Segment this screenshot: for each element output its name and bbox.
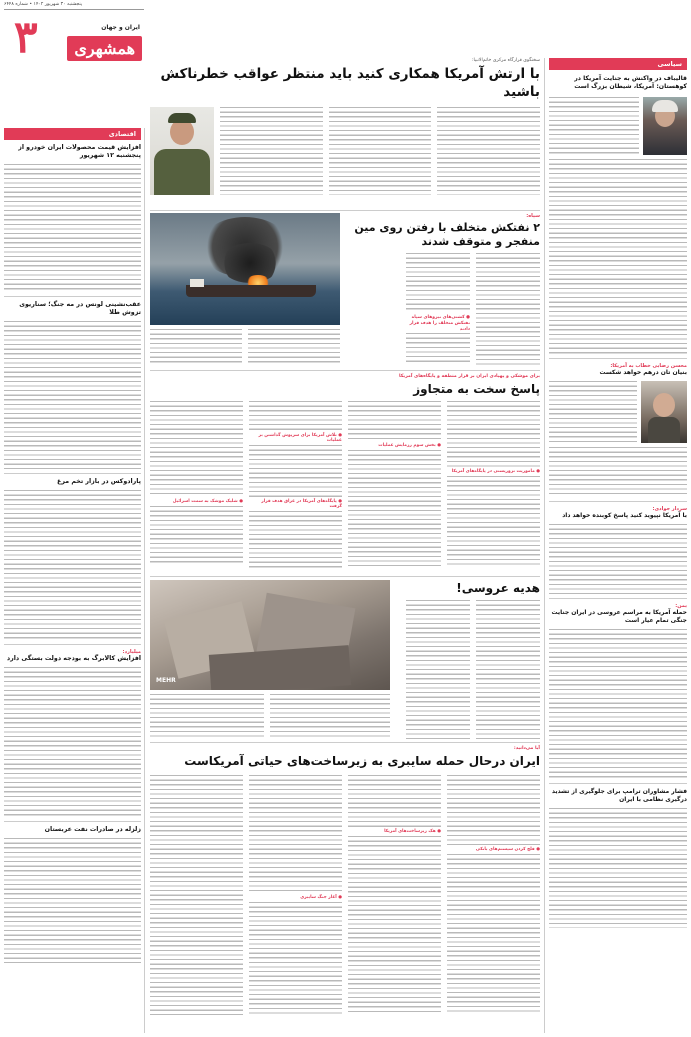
second-story-col2 xyxy=(406,253,470,313)
story3-kicker: سردار جوادی: xyxy=(652,506,687,512)
top-story-col1 xyxy=(437,107,540,195)
left-column xyxy=(4,128,141,1033)
story4-headline[interactable]: حمله آمریکا به مراسم عروسی در ایران جنایت جنگی تمام عیار است xyxy=(551,609,687,624)
story2-body xyxy=(549,381,637,443)
third-story-sub1: ● ماموریت تروریستی در پایگاه‌های آمریکا xyxy=(451,469,540,474)
second-story-col3 xyxy=(150,329,242,365)
wedding-col1 xyxy=(476,600,540,740)
right-column xyxy=(549,58,687,1033)
econ-s4-body xyxy=(4,667,141,817)
econ-s1-body xyxy=(4,164,141,292)
third-story-col1 xyxy=(447,401,540,467)
cyber-col1b xyxy=(447,854,540,1014)
section-label-politics: سیاسی xyxy=(549,58,687,70)
newspaper-logo[interactable]: همشهری xyxy=(67,36,142,61)
story1-photo xyxy=(643,97,687,155)
issue-line: پنجشنبه ۳۰ شهریور ۱۴۰۲ • شماره ۶۴۴۸ xyxy=(4,2,144,10)
third-story-col3b xyxy=(249,445,342,497)
story2-headline[interactable]: بنیان تان درهم خواهد شکست xyxy=(599,369,687,376)
second-story-kicker: سپاه: xyxy=(526,213,540,219)
wedding-col2 xyxy=(406,600,470,740)
third-story-sub2: ● بخش سوم رزمایش عملیات xyxy=(378,443,441,448)
wedding-story-headline[interactable]: هدیه عروسی! xyxy=(456,581,540,595)
wedding-story xyxy=(150,580,540,740)
story1-headline[interactable]: قالیباف در واکنش به جنایت آمریکا در کوهستان: آمریکا، شیطان بزرگ است xyxy=(574,75,687,90)
second-story-col2b xyxy=(406,333,470,365)
econ-s4-kicker: میلیارد: xyxy=(122,649,141,655)
econ-s3-body xyxy=(4,490,141,640)
top-story-kicker: سخنگوی قرارگاه مرکزی خاتم‌الانبیا: xyxy=(471,58,540,63)
third-story-sub3: ● تلاش آمریکا برای سرپوش گذاشتن بر عملیات xyxy=(258,433,342,443)
third-story-sub4: ● پایگاه‌های آمریکا در عراق هدف قرار گرفت xyxy=(261,499,342,509)
cyber-sub2: ● هک زیرساخت‌های آمریکا xyxy=(384,829,441,834)
cyber-col2b xyxy=(348,836,441,1014)
econ-s1-headline[interactable]: افزایش قیمت محصولات ایران خودرو از پنجشنبه ۱۲ شهریور xyxy=(18,144,141,159)
econ-s5-headline[interactable]: زلزله در صادرات نفت عربستان xyxy=(44,826,141,833)
third-story-col2 xyxy=(348,401,441,441)
econ-s4-headline[interactable]: افزایش کالابرگ به بودجه دولت بستگی دارد xyxy=(6,655,141,662)
top-story-col2 xyxy=(329,107,432,195)
story5-headline[interactable]: فشار مشاوران ترامپ برای جلوگیری از تشدید درگیری نظامی با ایران xyxy=(551,788,687,803)
third-story-col2b xyxy=(348,450,441,568)
third-story xyxy=(150,374,540,574)
third-story-col3 xyxy=(249,401,342,431)
econ-s2-headline[interactable]: عقب‌نشینی لونس در مه جنگ؛ سناریوی تزوش طلا xyxy=(19,301,141,316)
wedding-photo xyxy=(150,580,390,690)
section-label-economy: اقتصادی xyxy=(4,128,141,140)
wedding-col3 xyxy=(150,694,264,740)
second-story-col1 xyxy=(476,253,540,365)
third-story-col4 xyxy=(150,401,243,497)
second-story xyxy=(150,213,540,368)
third-story-kicker: برای موشکی و پهپادی ایران بر قرار منطقه و پایگاه‌های آمریکا xyxy=(399,374,540,379)
third-story-col4b xyxy=(150,506,243,566)
photo-credit: MEHR xyxy=(156,677,176,684)
cyber-story-kicker: آیا می‌دانید: xyxy=(513,746,540,751)
story2-photo xyxy=(641,381,687,443)
second-story-col4 xyxy=(248,329,340,365)
cyber-col1 xyxy=(447,775,540,845)
third-story-sub5: ● شلیک موشک به سمت اسرائیل xyxy=(172,499,243,504)
section-name: ایران و جهان xyxy=(101,24,140,31)
story1-body-cont xyxy=(549,159,687,354)
page-number: ۳ xyxy=(14,12,38,63)
third-story-col3c xyxy=(249,511,342,569)
cyber-col2 xyxy=(348,775,441,827)
masthead xyxy=(4,2,144,127)
second-story-headline[interactable]: ۲ نفتکش متخلف با رفتن روی مین منفجر و متوقف شدند xyxy=(354,221,540,248)
third-story-headline[interactable]: پاسخ سخت به متجاوز xyxy=(413,382,540,396)
cyber-col4 xyxy=(150,775,243,1015)
top-story-col3 xyxy=(220,107,323,195)
cyber-story-headline[interactable]: ایران درحال حمله سایبری به زیرساخت‌های حیاتی آمریکاست xyxy=(184,754,540,768)
econ-s3-headline[interactable]: پارادوکس در بازار تخم مرغ xyxy=(57,478,141,485)
top-story-headline[interactable]: با ارتش آمریکا همکاری کنید باید منتظر عواقب خطرناکش باشید xyxy=(160,66,540,100)
cyber-sub1: ● فلج کردن سیستم‌های بانکی xyxy=(475,847,540,852)
story4-kicker: یمن: xyxy=(675,603,687,609)
story5-body xyxy=(549,808,687,928)
top-story xyxy=(150,58,540,208)
story3-body xyxy=(549,524,687,594)
third-story-col1b xyxy=(447,476,540,566)
top-story-photo xyxy=(150,107,214,195)
tanker-photo xyxy=(150,213,340,325)
story4-body xyxy=(549,629,687,779)
cyber-sub3: ● آغاز جنگ سایبری xyxy=(300,895,342,900)
story3-headline[interactable]: با آمریکا نپیوید کنید پاسخ کوبنده خواهد داد xyxy=(562,512,687,519)
story1-body xyxy=(549,97,639,155)
cyber-col3b xyxy=(249,902,342,1014)
wedding-col4 xyxy=(270,694,390,740)
story2-body-cont xyxy=(549,447,687,497)
cyber-story xyxy=(150,746,540,1032)
story2-kicker: محسن رضایی خطاب به آمریکا: xyxy=(610,363,687,369)
econ-s2-body xyxy=(4,321,141,469)
cyber-col3 xyxy=(249,775,342,893)
second-story-pullquote: ● کشتی‌های نیروهای سپاه نفتکش متخلف را هدف قرار دادند xyxy=(409,315,470,332)
econ-s5-body xyxy=(4,838,141,963)
